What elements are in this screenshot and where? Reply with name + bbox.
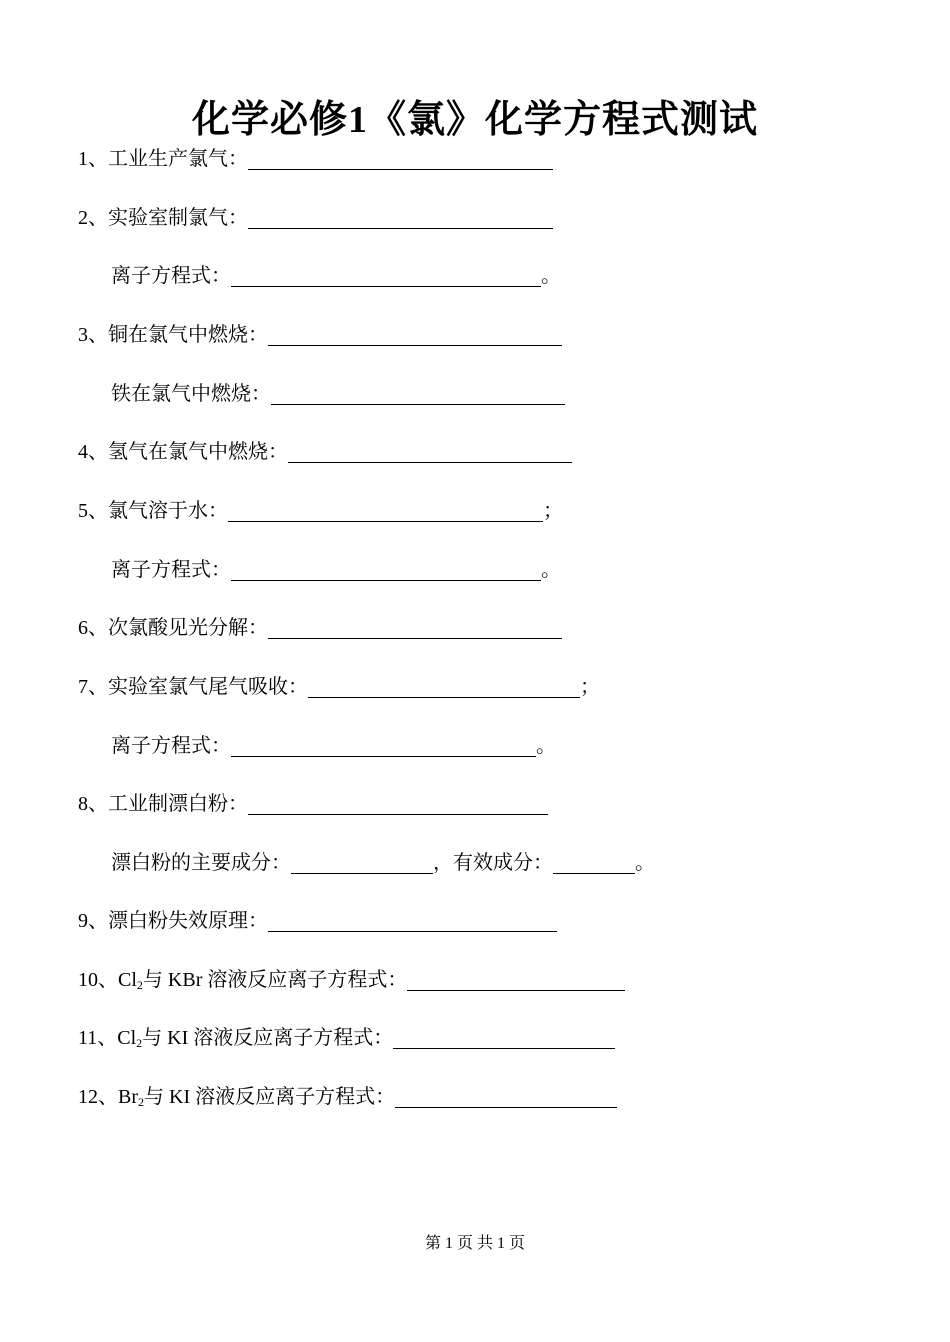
question-label: 离子方程式： [111,735,231,757]
answer-blank-3-iron[interactable] [271,382,565,405]
question-label: 工业生产氯气： [108,148,248,170]
question-number: 3、 [78,324,108,346]
answer-blank-8-effective[interactable] [553,851,635,874]
answer-blank-7[interactable] [308,675,580,698]
answer-blank-8[interactable] [248,792,548,815]
question-number: 9、 [78,910,108,932]
question-label: 实验室制氯气： [108,207,248,229]
question-suffix: 。 [635,852,655,874]
answer-blank-1[interactable] [248,147,553,170]
answer-blank-5-ionic[interactable] [231,558,541,581]
question-5-ionic [111,556,561,584]
question-number: 1、 [78,148,108,170]
question-label: 漂白粉的主要成分： [111,852,291,874]
answer-blank-10[interactable] [407,968,625,991]
question-label: 离子方程式： [111,559,231,581]
answer-blank-4[interactable] [288,440,572,463]
page-footer: 第 1 页 共 1 页 [424,1235,525,1252]
answer-blank-2-ionic[interactable] [231,264,541,287]
question-number: 4、 [78,441,108,463]
answer-blank-2[interactable] [248,206,553,229]
question-7-ionic [111,732,556,760]
answer-blank-11[interactable] [393,1026,615,1049]
question-11 [78,1024,615,1052]
answer-blank-3[interactable] [268,323,562,346]
answer-blank-7-ionic[interactable] [231,734,536,757]
question-number: 12、 [78,1086,118,1108]
question-number: 2、 [78,207,108,229]
question-label: 氢气在氯气中燃烧： [108,441,288,463]
question-label: 工业制漂白粉： [108,793,248,815]
question-suffix: ； [580,676,600,698]
formula-element: $Br_2$ [118,1086,144,1109]
question-number: 8、 [78,793,108,815]
question-5 [78,497,563,525]
question-number: 11、 [78,1027,118,1049]
question-3-iron [111,380,565,408]
question-label: 铁在氯气中燃烧： [111,383,271,405]
formula-element: $Cl_2$ [118,969,143,992]
question-8 [78,790,548,818]
page-title: 化学必修1《氯》化学方程式测试 [191,99,758,141]
question-label: 离子方程式： [111,265,231,287]
question-label: 与 KI 溶液反应离子方程式： [144,1086,396,1108]
question-7 [78,673,600,701]
question-1 [78,145,553,173]
question-9 [78,907,557,935]
question-10 [78,966,625,994]
answer-blank-8-main[interactable] [291,851,433,874]
question-label: 与 KI 溶液反应离子方程式： [142,1027,394,1049]
question-label: 次氯酸见光分解： [108,617,268,639]
question-3 [78,321,562,349]
question-number: 7、 [78,676,108,698]
question-number: 10、 [78,969,118,991]
question-label: 实验室氯气尾气吸收： [108,676,308,698]
question-suffix: 。 [541,559,561,581]
formula-element: $Cl_2$ [117,1027,143,1050]
question-suffix: 。 [541,265,561,287]
question-label: 氯气溶于水： [108,500,228,522]
question-number: 5、 [78,500,108,522]
question-6 [78,614,562,642]
question-suffix: ； [543,500,563,522]
question-8-components [111,849,655,877]
question-label: 漂白粉失效原理： [108,910,268,932]
question-suffix: 。 [536,735,556,757]
question-2-ionic [111,262,561,290]
answer-blank-12[interactable] [395,1085,617,1108]
answer-blank-5[interactable] [228,499,543,522]
question-4 [78,438,572,466]
question-number: 6、 [78,617,108,639]
answer-blank-9[interactable] [268,909,557,932]
answer-blank-6[interactable] [268,616,562,639]
question-label: 铜在氯气中燃烧： [108,324,268,346]
question-mid-label: ，有效成分： [433,852,553,874]
question-12 [78,1083,617,1111]
question-label: 与 KBr 溶液反应离子方程式： [142,969,408,991]
question-2 [78,204,553,232]
